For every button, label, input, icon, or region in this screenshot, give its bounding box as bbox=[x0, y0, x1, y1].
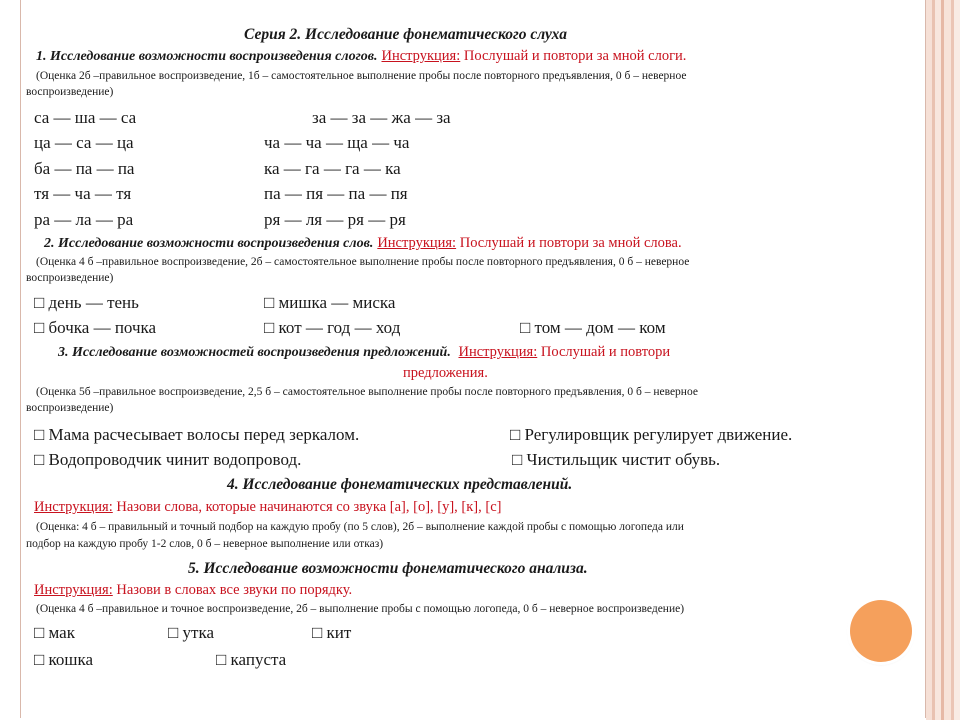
section-5-note-1: (Оценка 4 б –правильное и точное воспроизведение, 2б – выполнение пробы с помощью логопеда, 0 б – неверное воспроизведение) bbox=[36, 603, 685, 615]
section-3-instruction bbox=[455, 344, 670, 360]
section-5-instruction bbox=[34, 582, 352, 599]
section-3-note-1: (Оценка 5б –правильное воспроизведение, 2,5 б – самостоятельное выполнение пробы после повторного предъявления, 0 б – неверное bbox=[36, 386, 698, 398]
section-1-note-2: воспроизведение) bbox=[26, 86, 114, 98]
section-1-header bbox=[36, 47, 686, 65]
section-2-note-2: воспроизведение) bbox=[26, 272, 114, 284]
decorative-circle bbox=[850, 600, 912, 662]
instruction-label: Инструкция: bbox=[34, 499, 113, 515]
section-2-note-1: (Оценка 4 б –правильное воспроизведение, 2б – самостоятельное выполнение пробы после повторного предъявления, 0 б – неверное bbox=[36, 256, 690, 268]
analysis-word-1: □ мак bbox=[34, 623, 75, 642]
syllable-right-3: ка — га — га — ка bbox=[264, 159, 401, 178]
section-3-instruction-cont: предложения. bbox=[403, 365, 488, 381]
syllable-right-4: па — пя — па — пя bbox=[264, 184, 408, 203]
syllable-left-1: са — ша — са bbox=[34, 108, 137, 127]
syllable-left-4: тя — ча — тя bbox=[34, 184, 132, 203]
instruction-label: Инструкция: bbox=[458, 344, 538, 360]
instruction-text: Назови в словах все звуки по порядку. bbox=[112, 582, 353, 598]
sentence-2: □ Регулировщик регулирует движение. bbox=[510, 425, 793, 444]
instruction-text: Назови слова, которые начинаются со звука [а], [о], [у], [к], [с] bbox=[112, 499, 502, 515]
syllable-left-3: ба — па — па bbox=[34, 159, 135, 178]
instruction-label: Инструкция: bbox=[34, 582, 113, 598]
section-1-heading: 1. Исследование возможности воспроизведения слогов. bbox=[36, 49, 378, 64]
syllable-right-1: за — за — жа — за bbox=[312, 108, 451, 127]
syllable-left-5: ра — ла — ра bbox=[34, 210, 134, 229]
sentence-3: □ Водопроводчик чинит водопровод. bbox=[34, 450, 302, 469]
section-2-heading: 2. Исследование возможности воспроизведения слов. bbox=[44, 236, 374, 251]
word-pair-2: □ мишка — миска bbox=[264, 293, 396, 312]
word-pair-3: □ бочка — почка bbox=[34, 318, 157, 337]
page-title: Серия 2. Исследование фонематического слуха bbox=[244, 26, 567, 43]
analysis-word-3: □ кит bbox=[312, 623, 352, 642]
section-4-note-2: подбор на каждую пробу 1-2 слов, 0 б – неверное выполнение или отказ) bbox=[26, 538, 384, 550]
section-1-instruction bbox=[382, 48, 687, 64]
instruction-label: Инструкция: bbox=[377, 235, 457, 251]
section-2-header bbox=[44, 234, 682, 252]
instruction-text: Послушай и повтори за мной слоги. bbox=[460, 48, 687, 64]
decorative-stripes bbox=[926, 0, 960, 720]
syllable-right-5: ря — ля — ря — ря bbox=[264, 210, 406, 229]
section-4-note-1: (Оценка: 4 б – правильный и точный подбор на каждую пробу (по 5 слов), 2б – выполнение каждой пробы с помощью логопеда или bbox=[36, 521, 684, 533]
section-4-heading: 4. Исследование фонематических представлений. bbox=[227, 476, 573, 493]
sentence-1: □ Мама расчесывает волосы перед зеркалом. bbox=[34, 425, 360, 444]
analysis-word-2: □ утка bbox=[168, 623, 214, 642]
section-3-note-2: воспроизведение) bbox=[26, 402, 114, 414]
analysis-word-4: □ кошка bbox=[34, 650, 94, 669]
analysis-word-5: □ капуста bbox=[216, 650, 287, 669]
word-pair-1: □ день — тень bbox=[34, 293, 139, 312]
syllable-left-2: ца — са — ца bbox=[34, 133, 134, 152]
word-pair-5: □ том — дом — ком bbox=[520, 318, 666, 337]
section-3-heading: 3. Исследование возможностей воспроизведения предложений. bbox=[58, 345, 451, 360]
section-5-heading: 5. Исследование возможности фонематического анализа. bbox=[188, 560, 588, 577]
section-4-instruction bbox=[34, 499, 501, 516]
instruction-text: Послушай и повтори за мной слова. bbox=[456, 235, 682, 251]
section-3-header bbox=[58, 343, 670, 361]
section-2-instruction bbox=[377, 235, 681, 251]
section-1-note-1: (Оценка 2б –правильное воспроизведение, 1б – самостоятельное выполнение пробы после повторного предъявления, 0 б – неверное bbox=[36, 70, 687, 82]
instruction-text: Послушай и повтори bbox=[537, 344, 671, 360]
sentence-4: □ Чистильщик чистит обувь. bbox=[512, 450, 721, 469]
instruction-label: Инструкция: bbox=[381, 48, 461, 64]
word-pair-4: □ кот — год — ход bbox=[264, 318, 401, 337]
syllable-right-2: ча — ча — ща — ча bbox=[264, 133, 410, 152]
